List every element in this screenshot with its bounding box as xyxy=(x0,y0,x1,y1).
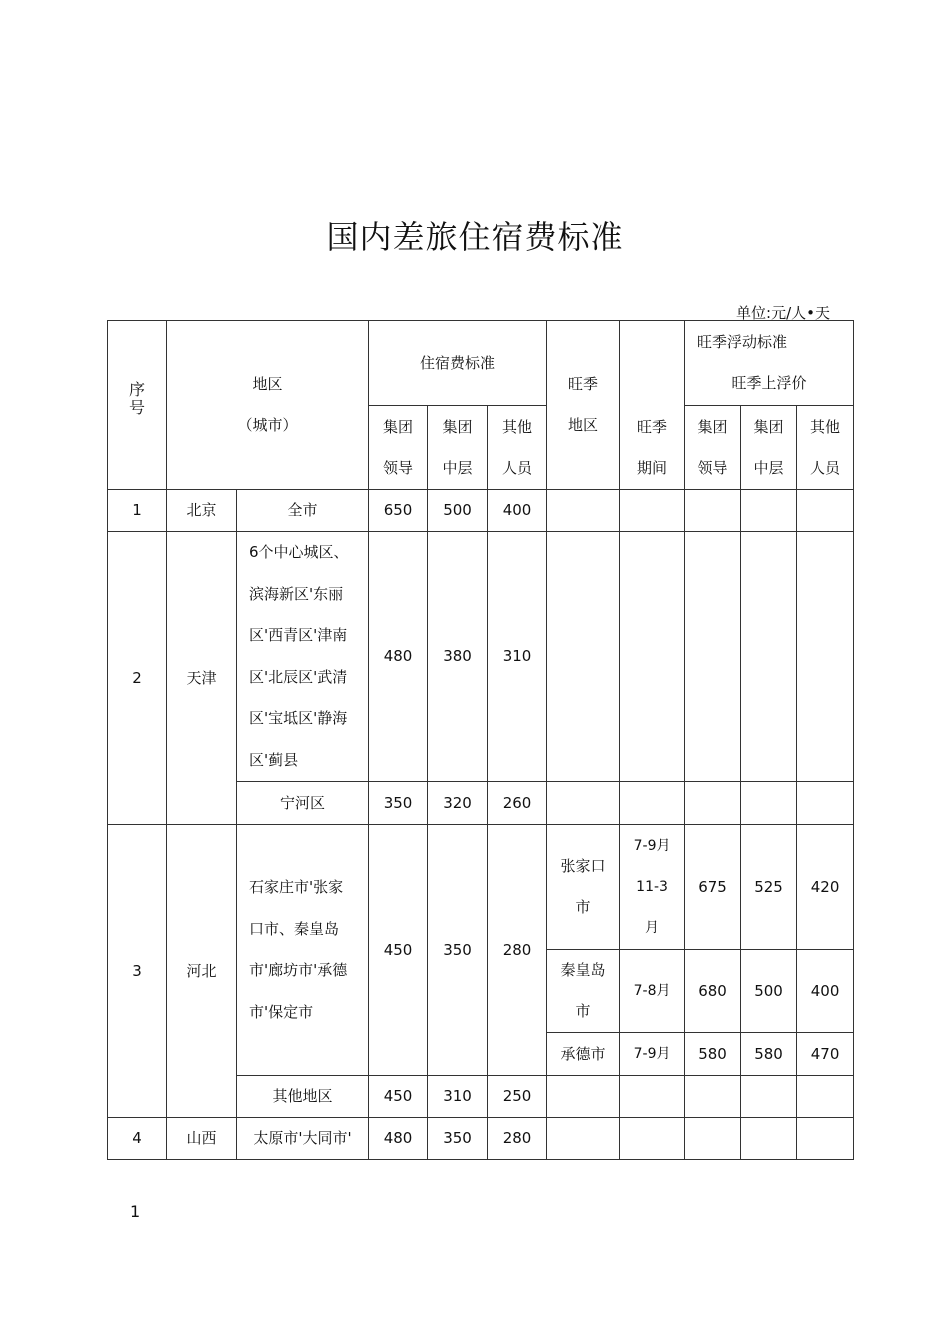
row-value: 250 xyxy=(488,1076,547,1118)
peak-value: 580 xyxy=(685,1033,741,1076)
peak-period: 7-9月 11-3 月 xyxy=(620,825,685,950)
peak-region: 张家口 市 xyxy=(547,825,620,950)
header-peak-period: 旺季 期间 xyxy=(620,321,685,490)
table-header-row xyxy=(108,321,854,406)
header-lodging-standard: 住宿费标准 xyxy=(369,321,547,406)
row-value: 350 xyxy=(428,825,488,1076)
row-province: 天津 xyxy=(167,532,237,825)
header-peak-col-other: 其他 人员 xyxy=(797,406,854,490)
row-value: 500 xyxy=(428,490,488,532)
peak-value: 400 xyxy=(797,950,854,1033)
row-value: 310 xyxy=(428,1076,488,1118)
row-value: 650 xyxy=(369,490,428,532)
peak-period: 7-9月 xyxy=(620,1033,685,1076)
row-value: 480 xyxy=(369,1118,428,1160)
peak-value: 500 xyxy=(741,950,797,1033)
row-value: 450 xyxy=(369,1076,428,1118)
peak-value: 470 xyxy=(797,1033,854,1076)
row-value: 350 xyxy=(369,782,428,825)
page-title: 国内差旅住宿费标准 xyxy=(326,218,624,256)
peak-value: 525 xyxy=(741,825,797,950)
row-area: 太原市'大同市' xyxy=(237,1118,369,1160)
header-peak-float: 旺季浮动标准 旺季上浮价 xyxy=(685,321,854,406)
table-row xyxy=(108,490,854,532)
row-area: 石家庄市'张家 口市、秦皇岛 市'廊坊市'承德 市'保定市 xyxy=(237,825,369,1076)
peak-value: 420 xyxy=(797,825,854,950)
table-row xyxy=(108,825,854,950)
table-row xyxy=(108,1118,854,1160)
row-value: 260 xyxy=(488,782,547,825)
peak-region: 秦皇岛 市 xyxy=(547,950,620,1033)
peak-value: 680 xyxy=(685,950,741,1033)
row-seq: 2 xyxy=(108,532,167,825)
header-col-leader: 集团 领导 xyxy=(369,406,428,490)
header-seq: 序号 xyxy=(108,321,167,490)
lodging-standard-table xyxy=(107,320,854,1160)
header-col-other: 其他 人员 xyxy=(488,406,547,490)
header-peak-region: 旺季 地区 xyxy=(547,321,620,490)
row-value: 280 xyxy=(488,825,547,1076)
row-value: 450 xyxy=(369,825,428,1076)
header-region: 地区 （城市） xyxy=(167,321,369,490)
unit-label: 单位:元/人•天 xyxy=(736,304,830,322)
peak-value: 580 xyxy=(741,1033,797,1076)
header-peak-col-mid: 集团 中层 xyxy=(741,406,797,490)
page-number: 1 xyxy=(130,1202,141,1221)
header-col-mid: 集团 中层 xyxy=(428,406,488,490)
table-row xyxy=(108,532,854,782)
row-value: 320 xyxy=(428,782,488,825)
row-area: 6个中心城区、 滨海新区'东丽 区'西青区'津南 区'北辰区'武清 区'宝坻区'静海 区'蓟县 xyxy=(237,532,369,782)
peak-period: 7-8月 xyxy=(620,950,685,1033)
row-province: 北京 xyxy=(167,490,237,532)
row-value: 280 xyxy=(488,1118,547,1160)
header-peak-col-leader: 集团 领导 xyxy=(685,406,741,490)
row-area: 其他地区 xyxy=(237,1076,369,1118)
peak-value: 675 xyxy=(685,825,741,950)
row-value: 350 xyxy=(428,1118,488,1160)
row-value: 310 xyxy=(488,532,547,782)
row-area: 全市 xyxy=(237,490,369,532)
row-province: 山西 xyxy=(167,1118,237,1160)
row-value: 400 xyxy=(488,490,547,532)
row-province: 河北 xyxy=(167,825,237,1118)
row-value: 380 xyxy=(428,532,488,782)
row-value: 480 xyxy=(369,532,428,782)
row-seq: 3 xyxy=(108,825,167,1118)
row-seq: 4 xyxy=(108,1118,167,1160)
peak-region: 承德市 xyxy=(547,1033,620,1076)
row-area: 宁河区 xyxy=(237,782,369,825)
row-seq: 1 xyxy=(108,490,167,532)
